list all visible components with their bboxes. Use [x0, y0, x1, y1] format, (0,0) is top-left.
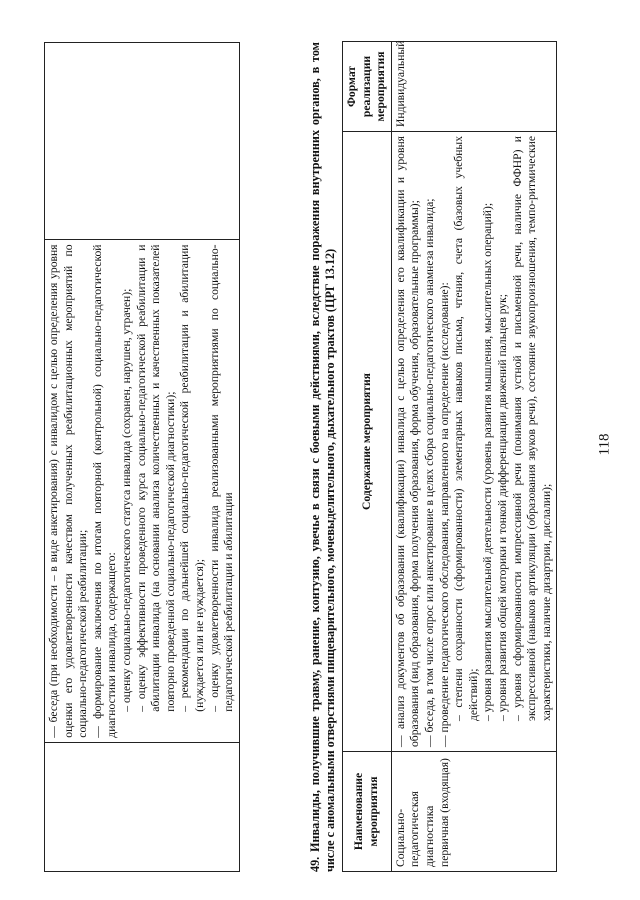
- list-item: — беседа, в том числе опрос или анкетирование в целях сбора социально-педагогического анамнеза инвалида;: [422, 198, 436, 747]
- list-item: – уровня сформированности импрессивной речи (понимания устной и письменной речи, наличие ФФНР) и экспрессивной (навыков артикуляции (образования звуков речи), состояние звукопроизношения, темпо-ритмические характеристики, наличие дизартрии, дислалии);: [510, 136, 553, 721]
- list-item: — беседа (при необходимости – в виде анкетирования) с инвалидом с целью определения уровня оценки его удовлетворенности качеством полученных реабилитационных мероприятий по социально-педагогической реабилитации;: [47, 244, 90, 738]
- table-header-row: [343, 42, 392, 872]
- continuation-content-cell: [45, 240, 240, 742]
- list-item: — формирование заключения по итогам повторной (контрольной) социально-педагогической диагностики инвалида, содержащего:: [90, 244, 119, 738]
- page-number: 118: [596, 433, 613, 456]
- continuation-table: [44, 42, 240, 872]
- column-header-format: Формат реализации мероприятия: [343, 42, 392, 132]
- measure-format-cell: Индивидуальный: [391, 42, 557, 132]
- measure-content-cell: [391, 132, 557, 752]
- measures-table: [342, 41, 557, 872]
- list-item: – степени сохранности (сформированности) элементарных навыков письма, чтения, счета (базовых учебных действий);: [452, 136, 480, 721]
- measure-name-cell: Социально-педагогическая диагностика первичная (входящая): [391, 752, 557, 872]
- list-item: – рекомендации по дальнейшей социально-педагогической реабилитации и абилитации (нуждается или не нуждается);: [178, 244, 206, 712]
- list-item: – уровня развития общей моторики и тонкой дифференциации движений пальцев рук;: [495, 293, 509, 721]
- continuation-format-cell: [45, 43, 240, 241]
- list-item: – оценку удовлетворенности инвалида реализованными мероприятиями по социально-педагогической реабилитации и абилитации: [207, 244, 236, 712]
- list-item: – оценку эффективности проведенного курса социально-педагогической реабилитации и абилитации инвалида (на основании анализа количественных и качественных показателей повторно проведенной социально-педагогической диагностики);: [134, 244, 177, 712]
- column-header-content: Содержание мероприятия: [343, 132, 392, 752]
- table-row: [391, 42, 557, 872]
- list-item: – оценку социально-педагогического статуса инвалида (сохранен, нарушен, утрачен);: [119, 288, 133, 712]
- list-item: — анализ документов об образовании (квалификации) инвалида с целью определения его квалификации и уровня образования (вид образования, форма получения образования, форма обучения, образовательные программы);: [393, 136, 422, 747]
- continuation-name-cell: [45, 742, 240, 871]
- list-item: — проведение педагогического обследования, направленного на определение (исследование):: [437, 282, 451, 747]
- section-heading: 49. Инвалиды, получившие травму, ранение, контузию, увечье в связи с боевыми действиями, вследствие поражения внутренних органов, в том числе с аномальными отверстиями пищеварительного, мочевыделительного, дыхательного трактов (ЦРГ 13.12): [308, 42, 337, 872]
- table-row: [45, 43, 240, 872]
- list-item: – уровня развития мыслительной деятельности (уровень развития мышления, мыслительных операций);: [481, 202, 495, 721]
- column-header-name: Наименование мероприятия: [343, 752, 392, 872]
- rotated-page-content: [44, 42, 584, 872]
